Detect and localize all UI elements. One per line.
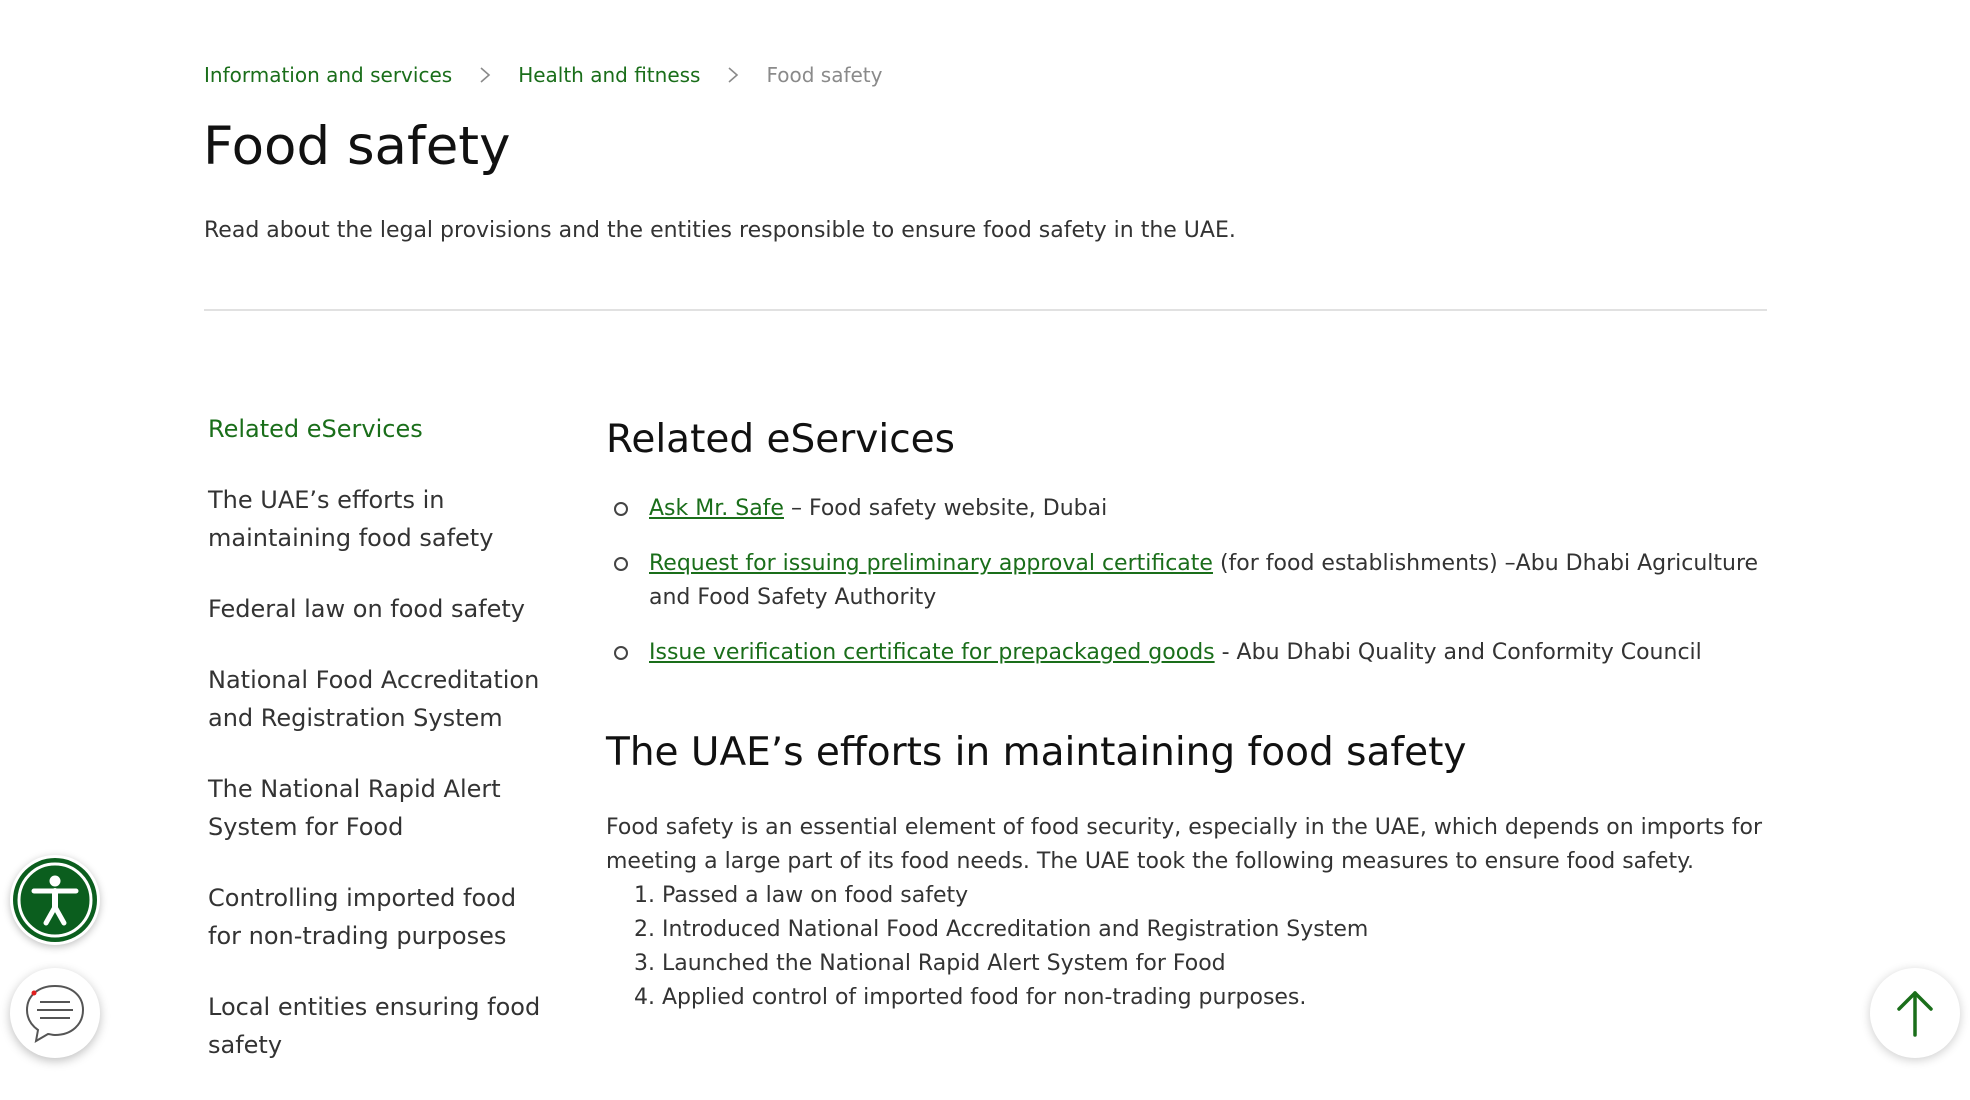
list-item: 3. Launched the National Rapid Alert System for Food bbox=[662, 947, 1776, 981]
section-title-uae-efforts: The UAE’s efforts in maintaining food safety bbox=[606, 730, 1467, 775]
accessibility-icon bbox=[10, 855, 100, 945]
sidebar-item-federal-law[interactable]: Federal law on food safety bbox=[208, 595, 526, 623]
page-description: Read about the legal provisions and the entities responsible to ensure food safety in the UAE. bbox=[204, 218, 1236, 243]
list-item: 2. Introduced National Food Accreditation and Registration System bbox=[662, 913, 1776, 947]
arrow-up-icon bbox=[1893, 987, 1937, 1039]
list-item bbox=[606, 492, 1776, 526]
list-item-text: (for food establishments) –Abu Dhabi Agriculture and Food Safety Authority bbox=[649, 551, 1759, 610]
preliminary-approval-certificate-link[interactable]: Request for issuing preliminary approval certificate bbox=[649, 551, 1213, 576]
list-item-text: – Food safety website, Dubai bbox=[783, 496, 1108, 521]
sidebar-item-related-eservices[interactable]: Related eServices bbox=[208, 415, 423, 443]
measures-list bbox=[606, 879, 1776, 1015]
list-item-text: - Abu Dhabi Quality and Conformity Council bbox=[1214, 640, 1702, 665]
list-item: 4. Applied control of imported food for non-trading purposes. bbox=[662, 981, 1776, 1015]
circle-bullet-icon bbox=[614, 502, 628, 516]
list-item: 1. Passed a law on food safety bbox=[662, 879, 1776, 913]
sidebar-nav bbox=[208, 410, 548, 1097]
sidebar-item-accreditation-system[interactable]: National Food Accreditation and Registration System bbox=[208, 666, 540, 732]
chevron-right-icon bbox=[700, 60, 766, 90]
list-item bbox=[606, 547, 1776, 615]
page-title: Food safety bbox=[203, 116, 511, 177]
scroll-to-top-button[interactable] bbox=[1870, 968, 1960, 1058]
eservices-list bbox=[606, 492, 1776, 670]
divider bbox=[204, 309, 1767, 311]
breadcrumb-information-and-services[interactable]: Information and services bbox=[204, 63, 453, 87]
breadcrumb-health-and-fitness[interactable]: Health and fitness bbox=[518, 63, 701, 87]
verification-certificate-link[interactable]: Issue verification certificate for prepackaged goods bbox=[649, 640, 1215, 665]
breadcrumb bbox=[204, 60, 882, 90]
efforts-intro: Food safety is an essential element of food security, especially in the UAE, which depends on imports for meeting a large part of its food needs. The UAE took the following measures to ensure food safety. bbox=[606, 815, 1763, 874]
sidebar-item-uae-efforts[interactable]: The UAE’s efforts in maintaining food safety bbox=[208, 486, 494, 552]
accessibility-button[interactable] bbox=[10, 855, 100, 945]
breadcrumb-current: Food safety bbox=[766, 63, 883, 87]
sidebar-item-rapid-alert-system[interactable]: The National Rapid Alert System for Food bbox=[208, 775, 501, 841]
chat-icon bbox=[20, 978, 90, 1048]
sidebar-item-local-entities[interactable]: Local entities ensuring food safety bbox=[208, 993, 541, 1059]
ask-mr-safe-link[interactable]: Ask Mr. Safe bbox=[649, 496, 784, 521]
chat-button[interactable] bbox=[10, 968, 100, 1058]
chevron-right-icon bbox=[452, 60, 518, 90]
circle-bullet-icon bbox=[614, 646, 628, 660]
list-item bbox=[606, 636, 1776, 670]
circle-bullet-icon bbox=[614, 557, 628, 571]
main-content bbox=[606, 410, 1776, 1015]
section-title-related-eservices: Related eServices bbox=[606, 417, 955, 462]
sidebar-item-imported-food[interactable]: Controlling imported food for non-trading purposes bbox=[208, 884, 517, 950]
